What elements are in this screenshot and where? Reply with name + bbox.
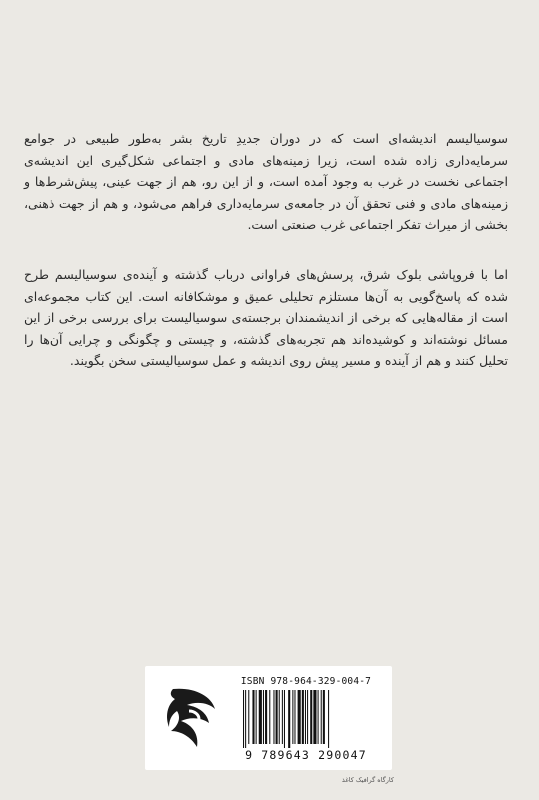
blurb-paragraph-2: اما با فروپاشی بلوک شرق، پرسش‌های فراوانی درباب گذشته و آینده‌ی سوسیالیسم طرح شده که پاسخ‌گویی به آن‌ها مستلزم تحلیلی عمیق و موشکافانه است. این کتاب مجموعه‌ای است از مقاله‌هایی که برخی از اندیشمندان برجسته‌ی سوسیالیست برای بررسی برخی از این مسائل نوشته‌اند و کوشیده‌اند هم تجربه‌های گذشته، و چیستی و چگونگی و چرایی آن‌ها را تحلیل کنند و هم از آینده و مسیر پیش روی اندیشه و عمل سوسیالیستی سخن بگویند. [24, 267, 508, 368]
barcode-bar [282, 690, 283, 744]
barcode-bar [256, 690, 257, 744]
barcode-bar [328, 690, 329, 748]
barcode-bars [241, 690, 373, 748]
isbn-label: ISBN 978-964-329-004-7 [240, 676, 372, 687]
barcode-bar [276, 690, 278, 744]
barcode-bar [269, 690, 270, 744]
barcode-bar [252, 690, 254, 744]
barcode [232, 676, 380, 764]
barcode-bar [284, 690, 285, 748]
barcode-bar [294, 690, 295, 744]
design-credit: کارگاه گرافیک کاغذ [341, 776, 394, 784]
barcode-bar [323, 690, 325, 744]
barcode-bar [321, 690, 322, 744]
blurb-paragraph-1: سوسیالیسم اندیشه‌ای است که در دوران جدیدِ تاریخ بشر به‌طور طبیعی در جوامع سرمایه‌داری زاده شده است، زیرا زمینه‌های مادی و اجتماعی شکل‌گیری این اندیشه‌ی اجتماعی نخست در غرب به وجود آمده است، و از این رو، هم از جهت عینی، پیش‌شرط‌ها و زمینه‌های مادی و فنی تحقق آن در جامعه‌ی سرمایه‌داری فراهم می‌شود، و هم از جهت ذهنی، بخشی از میراث تفکر اجتماعی غرب صنعتی است. [24, 131, 508, 232]
barcode-bar [245, 690, 246, 748]
publisher-logo-icon [159, 681, 225, 757]
barcode-bar [265, 690, 267, 744]
barcode-digits: 9 789643 290047 [245, 748, 367, 762]
barcode-bar [298, 690, 301, 744]
barcode-bar [263, 690, 264, 744]
barcode-bar [273, 690, 274, 744]
barcode-bar [307, 690, 308, 744]
barcode-bar [318, 690, 319, 744]
barcode-bar [305, 690, 306, 744]
barcode-bar [279, 690, 280, 744]
barcode-bar [248, 690, 249, 744]
barcode-bar [243, 690, 244, 748]
barcode-bar [310, 690, 312, 744]
barcode-bar [292, 690, 293, 744]
barcode-bar [288, 690, 290, 748]
barcode-bar [259, 690, 262, 744]
barcode-bar [313, 690, 316, 744]
barcode-bar [302, 690, 304, 744]
